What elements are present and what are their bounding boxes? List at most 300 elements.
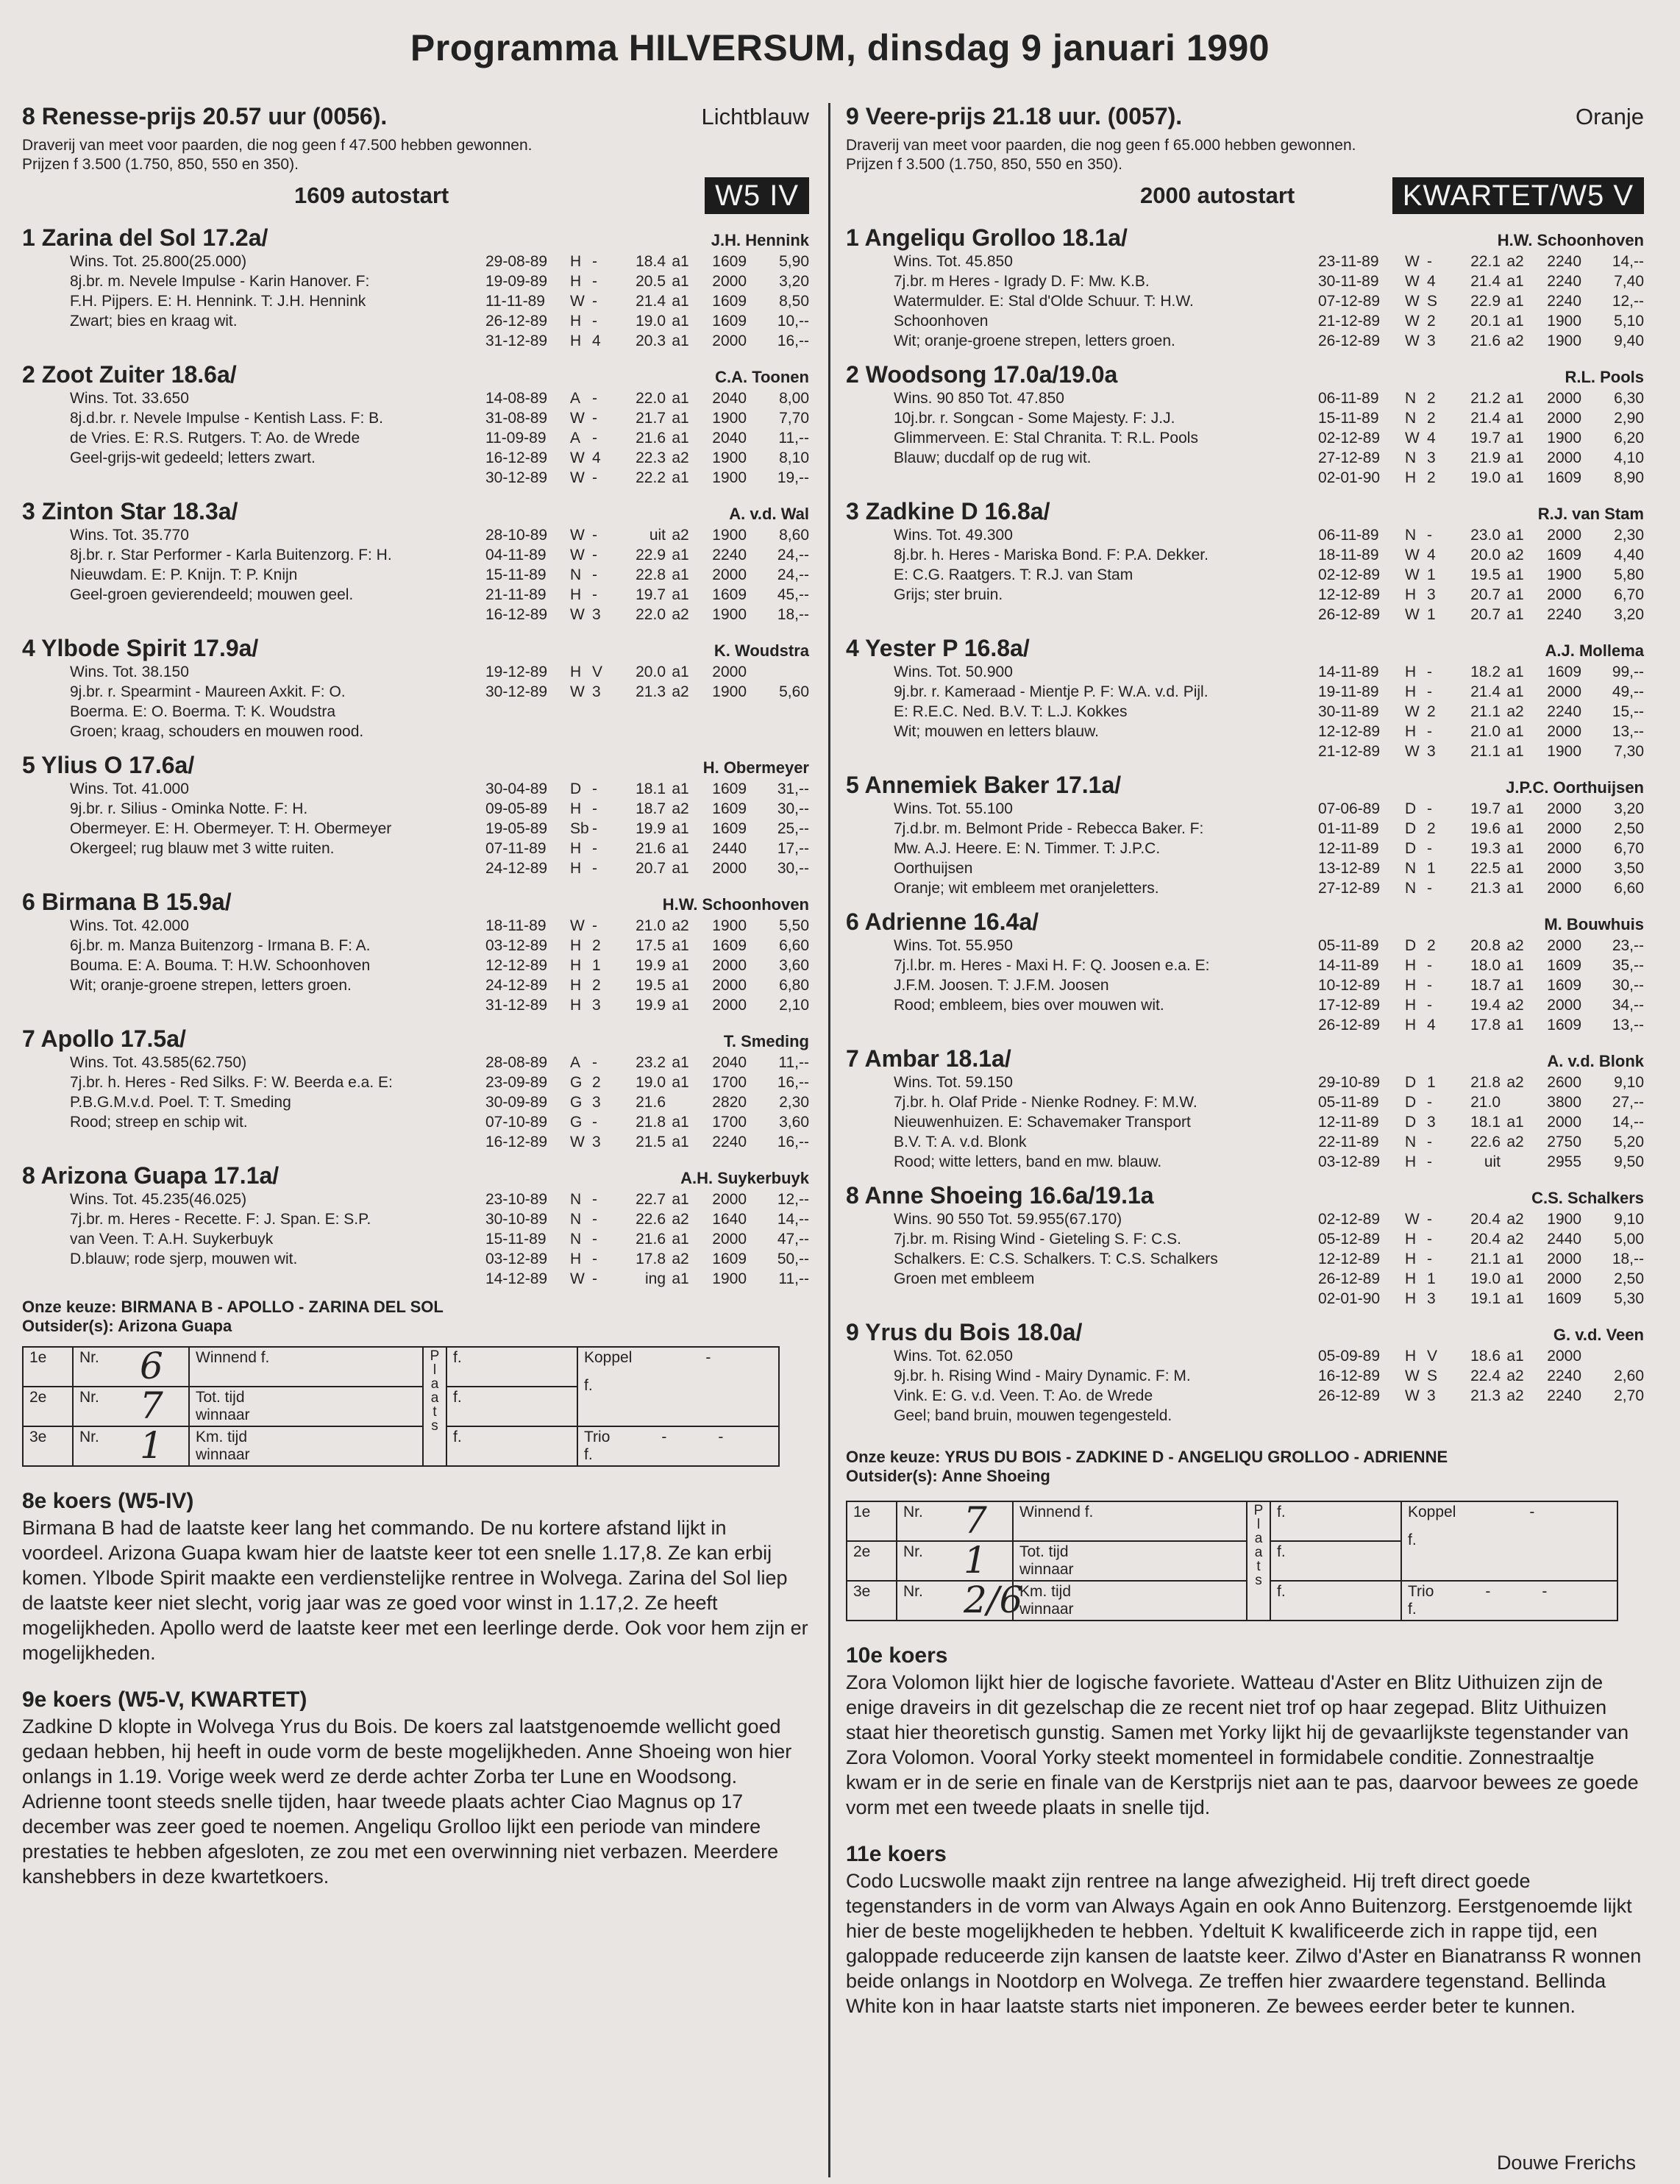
result-field-label: Km. tijd (196, 1429, 248, 1445)
trio-f: f. (584, 1446, 593, 1463)
run-cell: 21.4 (636, 293, 666, 310)
run-cell: 18,-- (1612, 1251, 1644, 1267)
run-cell: 2000 (1547, 840, 1581, 857)
horse-trainer: A.H. Suykerbuyk (680, 1169, 809, 1187)
run-cell: 2000 (1547, 800, 1581, 817)
run-cell: 1609 (1547, 469, 1581, 486)
run-cell: 24-12-89 (485, 860, 548, 877)
horse-name: 1 Angeliqu Grolloo 18.1a/ (846, 224, 1128, 251)
run-cell: 10-12-89 (1318, 977, 1381, 994)
run-cell: a1 (672, 957, 689, 974)
run-cell: a2 (672, 683, 689, 700)
run-cell: 21.9 (1470, 449, 1501, 466)
run-cell: 1 (1427, 606, 1436, 623)
run-cell: - (592, 527, 597, 544)
race-8-distance-row (22, 177, 809, 214)
run-cell: 2,50 (1614, 1270, 1644, 1287)
run-cell: a1 (1506, 1348, 1524, 1365)
horse-body (846, 1073, 1644, 1172)
handwritten-number: 2/6 (964, 1579, 1023, 1621)
run-cell: 16-12-89 (1318, 1367, 1381, 1384)
run-cell: 19.0 (1470, 469, 1501, 486)
run-cell: 4 (1427, 547, 1436, 563)
nr-cell (897, 1501, 1013, 1541)
horse-info-line: 8j.d.br. r. Nevele Impulse - Kentish Lass. F: B. (70, 410, 384, 427)
run-cell: 23.0 (1470, 527, 1501, 544)
run-cell: W (1405, 332, 1420, 349)
run-cell: 2240 (1547, 253, 1581, 270)
plaats-amount (1270, 1581, 1401, 1621)
run-cell: a2 (1506, 1231, 1524, 1248)
horse-info-line: Wins. 90 550 Tot. 59.955(67.170) (894, 1211, 1122, 1228)
run-cell: a1 (1506, 410, 1524, 427)
run-cell: 1900 (1547, 743, 1581, 760)
race-9-outsider: Outsider(s): Anne Shoeing (846, 1467, 1050, 1485)
run-cell: 21.1 (1470, 743, 1501, 760)
run-cell: W (570, 547, 585, 563)
horse-runs (485, 1053, 809, 1152)
run-cell: a2 (1506, 1211, 1524, 1228)
plaats-vertical (1247, 1501, 1270, 1621)
horse-info-line: Wins. Tot. 45.850 (894, 253, 1013, 270)
plaats-f: f. (453, 1349, 462, 1366)
run-cell: 21-12-89 (1318, 313, 1381, 330)
race-8-result-table (22, 1346, 809, 1467)
run-cell: 03-12-89 (485, 937, 548, 954)
place-label: 1e (23, 1347, 73, 1387)
koppel-label: Koppel (584, 1349, 633, 1366)
run-cell: 1700 (712, 1074, 747, 1091)
horse-header (22, 635, 809, 662)
run-cell: 1640 (712, 1211, 747, 1228)
run-cell: 22.7 (636, 1191, 666, 1208)
horse-runs (485, 525, 809, 625)
trio-dash: - (718, 1429, 724, 1445)
horse-info-line: 8j.br. h. Heres - Mariska Bond. F: P.A. Dekker. (894, 547, 1209, 563)
run-cell: W (1405, 1211, 1420, 1228)
run-cell: - (1427, 1251, 1432, 1267)
nr-cell (897, 1579, 1023, 1621)
run-cell: 12-11-89 (1318, 840, 1379, 857)
run-row (1318, 525, 1644, 545)
run-cell: 5,00 (1614, 1231, 1644, 1248)
run-cell: 2000 (1547, 1348, 1581, 1365)
run-cell: 19.7 (1470, 800, 1501, 817)
run-cell: 20.3 (636, 332, 666, 349)
race-9-keuze (846, 1448, 1644, 1486)
run-cell: H (1405, 1231, 1417, 1248)
horse-header (22, 889, 809, 916)
run-cell: a1 (1506, 957, 1524, 974)
horse-info-line: E: R.E.C. Ned. B.V. T: L.J. Kokkes (894, 703, 1128, 720)
run-cell: 2240 (1547, 273, 1581, 290)
run-cell: 2000 (1547, 683, 1581, 700)
run-cell: 28-10-89 (485, 527, 548, 544)
trio-dash: - (1542, 1583, 1548, 1600)
run-row (1318, 565, 1644, 585)
run-cell: a1 (1506, 840, 1524, 857)
run-cell: 2240 (1547, 293, 1581, 310)
run-cell: - (592, 390, 597, 407)
run-cell: N (570, 1231, 582, 1248)
run-cell: 18.4 (636, 253, 666, 270)
run-cell: a1 (1506, 1017, 1524, 1034)
horse-name: 8 Arizona Guapa 17.1a/ (22, 1162, 280, 1189)
run-cell: 19-05-89 (485, 820, 548, 837)
run-cell: 2 (592, 937, 601, 954)
run-cell: 11,-- (778, 1054, 809, 1071)
run-cell: 6,30 (1614, 390, 1644, 407)
horse-name: 4 Yester P 16.8a/ (846, 635, 1030, 661)
race-9-header (846, 103, 1644, 130)
horse-body (846, 388, 1644, 488)
koers-11e (846, 1842, 1644, 2018)
run-cell: 17.8 (636, 1251, 666, 1267)
run-cell: - (1427, 1094, 1432, 1111)
run-cell: 30-12-89 (485, 469, 548, 486)
horse-runs (1318, 936, 1644, 1035)
run-cell: a1 (1506, 586, 1524, 603)
run-cell: a1 (672, 1191, 689, 1208)
run-cell: 19.7 (1470, 430, 1501, 447)
run-cell: a1 (1506, 527, 1524, 544)
run-cell: H (570, 840, 582, 857)
run-row (1318, 1346, 1644, 1366)
koers-heading: 11e koers (846, 1842, 947, 1866)
run-cell: 2,70 (1614, 1387, 1644, 1404)
run-cell: 5,30 (1614, 1290, 1644, 1307)
run-cell: a1 (672, 664, 689, 680)
nr-cell (73, 1347, 189, 1387)
run-row (485, 605, 809, 625)
run-cell: 1900 (712, 527, 747, 544)
horse-info-line: Groen met embleem (894, 1270, 1035, 1287)
run-cell: 25,-- (777, 820, 809, 837)
run-cell: a1 (672, 1074, 689, 1091)
run-cell: 1609 (712, 313, 747, 330)
run-cell: 2 (1427, 703, 1436, 720)
run-row (1318, 995, 1644, 1015)
run-row (1318, 819, 1644, 839)
run-cell: a2 (672, 800, 689, 817)
nr-label: Nr. (79, 1389, 99, 1406)
run-row (1318, 1073, 1644, 1092)
horse-info-line: Wins. Tot. 25.800(25.000) (70, 253, 247, 270)
race-8-description (22, 136, 809, 174)
run-cell: H (1405, 469, 1417, 486)
run-cell: 31-12-89 (485, 997, 548, 1014)
horse-info-line: 7j.br. h. Heres - Red Silks. F: W. Beerda e.a. E: (70, 1074, 393, 1091)
horse-info-line: B.V. T: A. v.d. Blonk (894, 1134, 1027, 1150)
run-row (1318, 975, 1644, 995)
run-cell: 03-12-89 (1318, 1153, 1381, 1170)
run-cell: 1 (1427, 860, 1436, 877)
run-cell: - (592, 410, 597, 427)
run-cell: 07-11-89 (485, 840, 547, 857)
horse-runs (1318, 1209, 1644, 1309)
run-row (485, 819, 809, 839)
horse-info-line: Wit; mouwen en letters blauw. (894, 723, 1099, 740)
run-cell: 04-11-89 (485, 547, 547, 563)
run-cell: 1 (1427, 566, 1436, 583)
run-cell: a2 (1506, 1387, 1524, 1404)
horse-info (894, 799, 1276, 898)
run-cell: a1 (672, 1270, 689, 1287)
run-cell: 6,60 (1614, 880, 1644, 897)
horse-name: 4 Ylbode Spirit 17.9a/ (22, 635, 259, 661)
run-cell: a1 (672, 1231, 689, 1248)
run-row (1318, 956, 1644, 975)
run-cell: 21.0 (1470, 1094, 1501, 1111)
horse-entry (846, 908, 1644, 1035)
run-cell: 2000 (712, 1231, 747, 1248)
horse-header (22, 1162, 809, 1189)
run-row (1318, 682, 1644, 702)
horse-header (22, 752, 809, 779)
run-cell: 8,10 (779, 449, 809, 466)
run-cell: 1609 (1547, 1290, 1581, 1307)
run-cell: 4 (592, 449, 601, 466)
run-row (485, 291, 809, 311)
run-cell: 18.7 (636, 800, 666, 817)
run-cell: 22.6 (636, 1211, 666, 1228)
run-cell: ing (644, 1270, 666, 1287)
run-cell: 3 (1427, 743, 1436, 760)
horse-runs (485, 388, 809, 488)
run-cell: a2 (1506, 332, 1524, 349)
run-cell: 3,60 (779, 1114, 809, 1131)
horse-info-line: Wins. Tot. 35.770 (70, 527, 189, 544)
run-cell: 22.0 (636, 606, 666, 623)
horse-name: 1 Zarina del Sol 17.2a/ (22, 224, 268, 251)
horse-trainer: A. v.d. Blonk (1547, 1052, 1644, 1070)
run-cell (1501, 1092, 1530, 1112)
horse-runs (1318, 252, 1644, 351)
horse-info-line: Wins. Tot. 59.150 (894, 1074, 1013, 1091)
horse-entry (22, 635, 809, 741)
run-cell: 06-11-89 (1318, 527, 1379, 544)
horse-body (22, 388, 809, 488)
run-cell: a1 (1506, 820, 1524, 837)
run-cell: 02-12-89 (1318, 566, 1381, 583)
run-cell: a1 (1506, 1290, 1524, 1307)
run-cell: 18.7 (1470, 977, 1501, 994)
run-cell: 7,70 (779, 410, 809, 427)
horse-info-line: Zwart; bies en kraag wit. (70, 313, 238, 330)
run-cell: 13,-- (1612, 1017, 1644, 1034)
run-cell: 20.0 (1470, 547, 1501, 563)
run-row (1318, 722, 1644, 741)
run-row (485, 252, 809, 271)
result-field (1013, 1501, 1247, 1541)
run-cell: 18-11-89 (1318, 547, 1379, 563)
horse-info-line: Wins. Tot. 55.950 (894, 937, 1013, 954)
run-cell: 21.1 (1470, 703, 1501, 720)
horse-body (22, 525, 809, 625)
run-cell: G (570, 1074, 583, 1091)
run-cell: D (1405, 800, 1417, 817)
horse-body (846, 252, 1644, 351)
horse-runs (485, 1189, 809, 1289)
run-row (485, 1249, 809, 1269)
run-cell: 21.1 (1470, 1251, 1501, 1267)
run-cell: 21.8 (1470, 1074, 1501, 1091)
result-field-label: Winnend f. (196, 1349, 270, 1366)
run-cell: D (1405, 937, 1417, 954)
result-field (189, 1426, 423, 1466)
run-cell: 2240 (1547, 606, 1581, 623)
run-cell: 12-12-89 (1318, 586, 1381, 603)
horse-info-line: 9j.br. r. Silius - Ominka Notte. F: H. (70, 800, 308, 817)
run-cell: S (1427, 1367, 1438, 1384)
race-8-desc-line: Draverij van meet voor paarden, die nog geen f 47.500 hebben gewonnen. (22, 137, 533, 154)
run-cell: 28-08-89 (485, 1054, 548, 1071)
run-cell: 17-12-89 (1318, 997, 1381, 1014)
run-cell: H (1405, 997, 1417, 1014)
race-9-choice: Onze keuze: YRUS DU BOIS - ZADKINE D - ANGELIQU GROLLOO - ADRIENNE (846, 1448, 1448, 1466)
horse-info-line: J.F.M. Joosen. T: J.F.M. Joosen (894, 977, 1109, 994)
horse-info-line: van Veen. T: A.H. Suykerbuyk (70, 1231, 274, 1248)
run-cell: 2 (1427, 469, 1436, 486)
horse-info-line: P.B.G.M.v.d. Poel. T: T. Smeding (70, 1094, 291, 1111)
run-cell: 21.6 (636, 840, 666, 857)
run-cell: 3 (592, 997, 601, 1014)
koers-9e (22, 1687, 809, 1889)
run-cell: 16-12-89 (485, 606, 548, 623)
run-cell: W (1405, 703, 1420, 720)
run-cell: 31-12-89 (485, 332, 548, 349)
run-cell: 22.9 (1470, 293, 1501, 310)
horse-body (846, 799, 1644, 898)
horse-info-line: Wins. Tot. 42.000 (70, 917, 189, 934)
run-cell: a1 (672, 566, 689, 583)
race-8-column (22, 103, 809, 1889)
run-cell: 16,-- (777, 1134, 809, 1150)
run-row (1318, 605, 1644, 625)
run-cell: 5,60 (779, 683, 809, 700)
run-cell: H (570, 332, 582, 349)
run-cell: 21.3 (1470, 1387, 1501, 1404)
horse-info-line: 6j.br. m. Manza Buitenzorg - Irmana B. F: A. (70, 937, 371, 954)
run-cell: 19.9 (636, 957, 666, 974)
plaats-amount (446, 1426, 577, 1466)
horse-entry (846, 498, 1644, 625)
run-cell: 1900 (712, 1270, 747, 1287)
run-row (1318, 1289, 1644, 1309)
run-cell: H (570, 937, 582, 954)
plaats-amount (1270, 1541, 1401, 1581)
trio-cell (1401, 1581, 1617, 1621)
horse-header (846, 772, 1644, 799)
run-cell: 1900 (1547, 332, 1581, 349)
run-cell: 23-11-89 (1318, 253, 1379, 270)
horse-name: 5 Ylius O 17.6a/ (22, 752, 195, 778)
run-cell: H (1405, 723, 1417, 740)
run-cell: - (592, 253, 597, 270)
run-cell (666, 1092, 695, 1112)
run-cell: 02-12-89 (1318, 1211, 1381, 1228)
run-cell: W (1405, 1387, 1420, 1404)
run-cell: 1 (592, 957, 601, 974)
koppel-dash: - (1529, 1504, 1535, 1520)
run-cell: 3 (1427, 1387, 1436, 1404)
run-cell (1581, 1346, 1644, 1366)
run-cell: a1 (672, 293, 689, 310)
nr-cell (73, 1384, 189, 1427)
race-9-horse-list (846, 224, 1644, 1426)
run-cell: 19.0 (636, 1074, 666, 1091)
run-cell: 2000 (712, 664, 747, 680)
nr-label: Nr. (79, 1429, 99, 1445)
run-cell: - (1427, 800, 1432, 817)
run-cell: 19.9 (636, 820, 666, 837)
run-cell: 21-12-89 (1318, 743, 1381, 760)
run-cell: N (1405, 390, 1417, 407)
run-cell: 15-11-89 (1318, 410, 1379, 427)
run-cell: 35,-- (1612, 957, 1644, 974)
run-cell: - (592, 840, 597, 857)
run-cell: 6,70 (1614, 586, 1644, 603)
run-row (485, 858, 809, 878)
horse-entry (846, 1182, 1644, 1309)
run-cell: 2000 (712, 860, 747, 877)
trio-label: Trio (1408, 1583, 1434, 1600)
horse-info-line: Wins. Tot. 50.900 (894, 664, 1013, 680)
run-row (1318, 858, 1644, 878)
run-cell: a1 (1506, 566, 1524, 583)
run-cell: 15,-- (1612, 703, 1644, 720)
run-cell: - (1427, 253, 1432, 270)
run-row (1318, 545, 1644, 565)
horse-info-line: Watermulder. E: Stal d'Olde Schuur. T: H.W. (894, 293, 1194, 310)
run-cell: 1609 (712, 586, 747, 603)
horse-trainer: J.H. Hennink (711, 231, 809, 249)
run-cell: 4 (1427, 430, 1436, 447)
run-cell: 21.2 (1470, 390, 1501, 407)
run-cell: 2,10 (779, 997, 809, 1014)
result-field (189, 1387, 423, 1426)
run-row (1318, 1112, 1644, 1132)
run-row (1318, 331, 1644, 351)
run-row (485, 682, 809, 702)
horse-entry (22, 1162, 809, 1289)
result-row (23, 1426, 779, 1466)
run-row (485, 936, 809, 956)
run-cell: 12-12-89 (1318, 723, 1381, 740)
run-row (1318, 1152, 1644, 1172)
horse-info-line: Nieuwenhuizen. E: Schavemaker Transport (894, 1114, 1191, 1131)
run-cell: 07-10-89 (485, 1114, 548, 1131)
plaats-vertical (423, 1347, 446, 1466)
horse-info-line: Rood; witte letters, band en mw. blauw. (894, 1153, 1162, 1170)
run-cell: 19-12-89 (485, 664, 548, 680)
run-cell: 45,-- (777, 586, 809, 603)
run-cell: 18.2 (1470, 664, 1501, 680)
run-cell: a2 (672, 1211, 689, 1228)
run-cell: a1 (1506, 880, 1524, 897)
run-cell: 03-12-89 (485, 1251, 548, 1267)
run-cell: 5,80 (1614, 566, 1644, 583)
run-cell: 2240 (712, 1134, 747, 1150)
horse-name: 5 Annemiek Baker 17.1a/ (846, 772, 1122, 798)
koers-text: Zadkine D klopte in Wolvega Yrus du Bois. De koers zal laatstgenoemde wellicht goed gedaan hebben, hij heeft in oude vorm de beste mogelijkheden. Anne Shoeing won hier onlangs in 1.19. Vorige week werd ze derde achter Zorba ter Lune en Woodsong. Adrienne toont steeds snelle tijden, haar tweede plaats achter Ciao Magnus op 17 december was zeer goed te noemen. Angeliqu Grolloo lijkt een periode van mindere prestaties te hebben afgesloten, ze zou met een overwinning niet verbazen. Meerdere kanshebbers in deze kwartetkoers. (22, 1715, 792, 1888)
run-cell: 06-11-89 (1318, 390, 1379, 407)
run-cell: a1 (1506, 430, 1524, 447)
run-cell: H (570, 977, 582, 994)
run-cell: 9,10 (1614, 1074, 1644, 1091)
horse-trainer: H. Obermeyer (702, 758, 809, 777)
run-cell: a2 (672, 449, 689, 466)
